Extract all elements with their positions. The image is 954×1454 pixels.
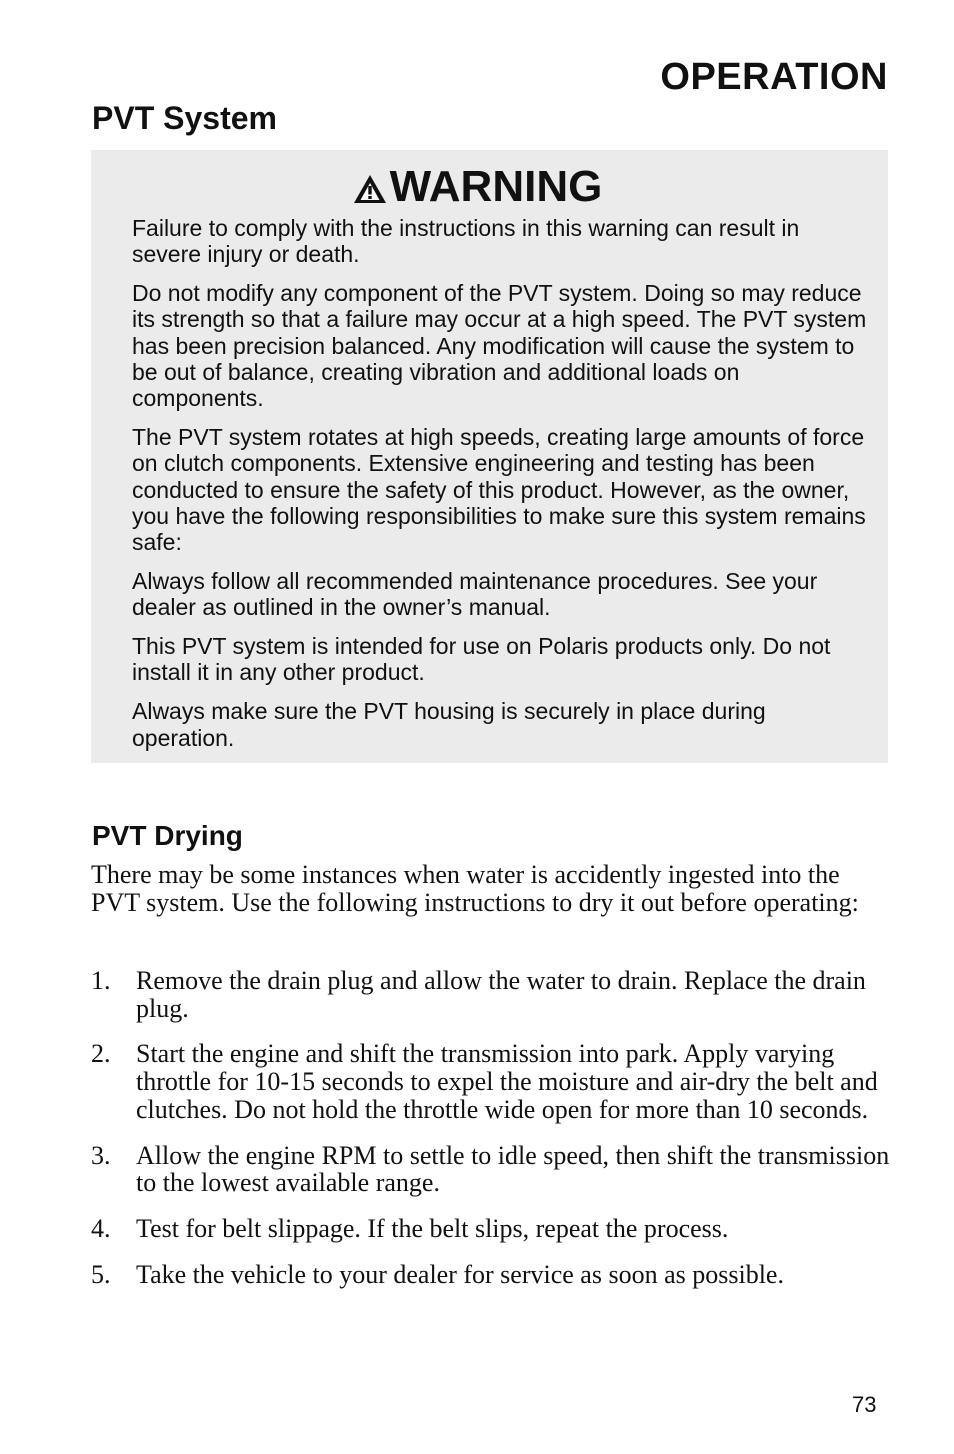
warning-paragraph: Do not modify any component of the PVT system. Doing so may reduce its strength so that a failure may occur at a high speed. The PVT system has been precision balanced. Any modification will cause the system to be out of balance, creating vibration and additional loads on components. bbox=[132, 280, 867, 412]
list-item bbox=[91, 1142, 891, 1197]
warning-paragraph: Always make sure the PVT housing is securely in place during operation. bbox=[132, 698, 766, 751]
step-number: 1. bbox=[91, 966, 111, 995]
drying-steps-list bbox=[91, 967, 891, 1306]
warning-heading bbox=[0, 162, 954, 212]
pvt-drying-intro: There may be some instances when water is accidently ingested into the PVT system. Use the following instructions to dry it out before operating: bbox=[91, 860, 859, 917]
warning-title: WARNING bbox=[389, 162, 603, 211]
warning-paragraph: Failure to comply with the instructions in this warning can result in severe injury or death. bbox=[132, 215, 800, 268]
warning-paragraph: The PVT system rotates at high speeds, creating large amounts of force on clutch components. Extensive engineering and testing has been conducted to ensure the safety of this product. However, as the owner, you have the following responsibilities to make sure this system remains safe: bbox=[132, 424, 866, 556]
step-text: Remove the drain plug and allow the water to drain. Replace the drain plug. bbox=[136, 966, 866, 1023]
page-title: PVT System bbox=[92, 100, 277, 136]
list-item bbox=[91, 967, 891, 1022]
page-number: 73 bbox=[852, 1392, 877, 1417]
step-text: Allow the engine RPM to settle to idle speed, then shift the transmission to the lowest available range. bbox=[136, 1140, 890, 1198]
step-number: 5. bbox=[91, 1259, 111, 1289]
step-text: Test for belt slippage. If the belt slips, repeat the process. bbox=[136, 1213, 729, 1243]
step-text: Take the vehicle to your dealer for service as soon as possible. bbox=[136, 1259, 784, 1289]
warning-body bbox=[132, 215, 868, 763]
step-number: 4. bbox=[91, 1213, 111, 1243]
step-number: 2. bbox=[91, 1039, 111, 1069]
step-text: Start the engine and shift the transmission into park. Apply varying throttle for 10-15 seconds to expel the moisture and air-dry the belt and clutches. Do not hold the throttle wide open for more than 10 seconds. bbox=[136, 1039, 878, 1124]
pvt-drying-heading: PVT Drying bbox=[92, 820, 243, 851]
section-header: OPERATION bbox=[660, 56, 888, 98]
list-item bbox=[91, 1261, 891, 1289]
step-number: 3. bbox=[91, 1140, 111, 1170]
list-item bbox=[91, 1040, 891, 1123]
warning-paragraph: Always follow all recommended maintenance procedures. See your dealer as outlined in the owner’s manual. bbox=[132, 568, 818, 621]
warning-triangle-icon bbox=[352, 173, 388, 205]
warning-paragraph: This PVT system is intended for use on Polaris products only. Do not install it in any other product. bbox=[132, 633, 831, 686]
list-item bbox=[91, 1215, 891, 1243]
